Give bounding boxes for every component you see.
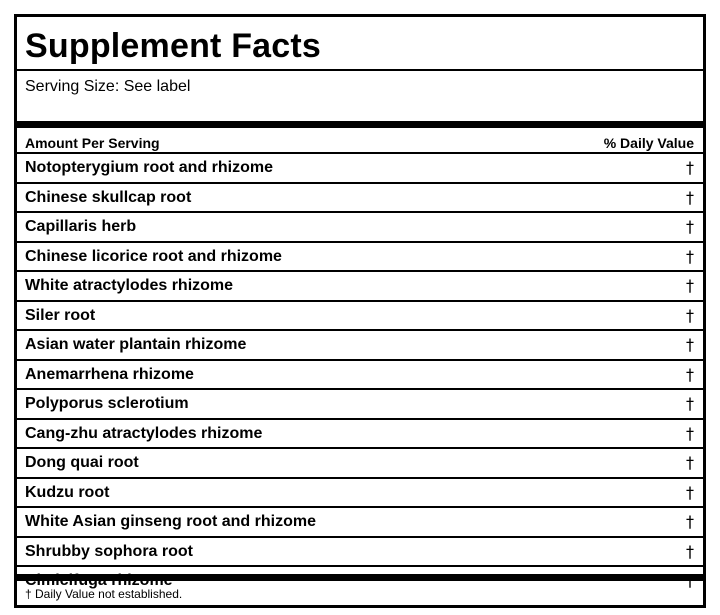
dagger-mark: † bbox=[686, 276, 694, 295]
serving-size: Serving Size: See label bbox=[25, 78, 191, 95]
dagger-mark: † bbox=[686, 364, 694, 384]
dagger-mark: † bbox=[686, 541, 694, 561]
ingredient-row bbox=[17, 331, 703, 361]
footer-divider bbox=[17, 574, 703, 581]
dagger-mark: † bbox=[686, 512, 694, 531]
ingredient-row bbox=[17, 213, 703, 243]
ingredient-name: White Asian ginseng root and rhizome bbox=[25, 513, 316, 530]
ingredient-row bbox=[17, 184, 703, 214]
ingredient-name: Anemarrhena rhizome bbox=[25, 365, 194, 383]
dagger-mark: † bbox=[686, 305, 694, 325]
dagger-mark: † bbox=[686, 394, 694, 413]
ingredient-row bbox=[17, 154, 703, 184]
ingredient-name: Chinese skullcap root bbox=[25, 188, 192, 206]
ingredient-row bbox=[17, 449, 703, 479]
ingredient-row bbox=[17, 272, 703, 302]
ingredient-name: Asian water plantain rhizome bbox=[25, 336, 247, 353]
ingredient-name: Kudzu root bbox=[25, 483, 110, 501]
dagger-mark: † bbox=[686, 158, 694, 177]
ingredient-row bbox=[17, 361, 703, 391]
amount-per-serving-header: Amount Per Serving bbox=[25, 135, 160, 151]
serving-divider bbox=[17, 121, 703, 128]
dagger-mark: † bbox=[686, 453, 694, 472]
dagger-mark: † bbox=[686, 246, 694, 266]
ingredient-name: Cang-zhu atractylodes rhizome bbox=[25, 424, 263, 442]
ingredient-row bbox=[17, 420, 703, 450]
ingredient-row bbox=[17, 538, 703, 568]
dagger-mark: † bbox=[686, 217, 694, 236]
ingredient-row bbox=[17, 508, 703, 538]
ingredient-name: Capillaris herb bbox=[25, 218, 137, 235]
ingredient-row bbox=[17, 302, 703, 332]
dagger-mark: † bbox=[686, 335, 694, 354]
dagger-mark: † bbox=[686, 187, 694, 207]
supplement-facts-panel bbox=[14, 14, 706, 608]
ingredient-name: Chinese licorice root and rhizome bbox=[25, 247, 282, 265]
ingredient-name: Polyporus sclerotium bbox=[25, 395, 189, 412]
ingredient-name: Shrubby sophora root bbox=[25, 542, 193, 560]
title-divider bbox=[17, 69, 703, 71]
panel-title: Supplement Facts bbox=[25, 27, 322, 65]
ingredient-list bbox=[17, 154, 703, 595]
ingredient-row bbox=[17, 390, 703, 420]
ingredient-name: Dong quai root bbox=[25, 454, 139, 471]
ingredient-name: Notopterygium root and rhizome bbox=[25, 159, 273, 176]
dagger-mark: † bbox=[686, 482, 694, 502]
ingredient-row bbox=[17, 479, 703, 509]
ingredient-row bbox=[17, 243, 703, 273]
dagger-mark: † bbox=[686, 423, 694, 443]
daily-value-footnote: † Daily Value not established. bbox=[25, 587, 183, 601]
ingredient-name: White atractylodes rhizome bbox=[25, 277, 234, 294]
ingredient-name: Siler root bbox=[25, 306, 96, 324]
daily-value-header: % Daily Value bbox=[603, 135, 694, 151]
